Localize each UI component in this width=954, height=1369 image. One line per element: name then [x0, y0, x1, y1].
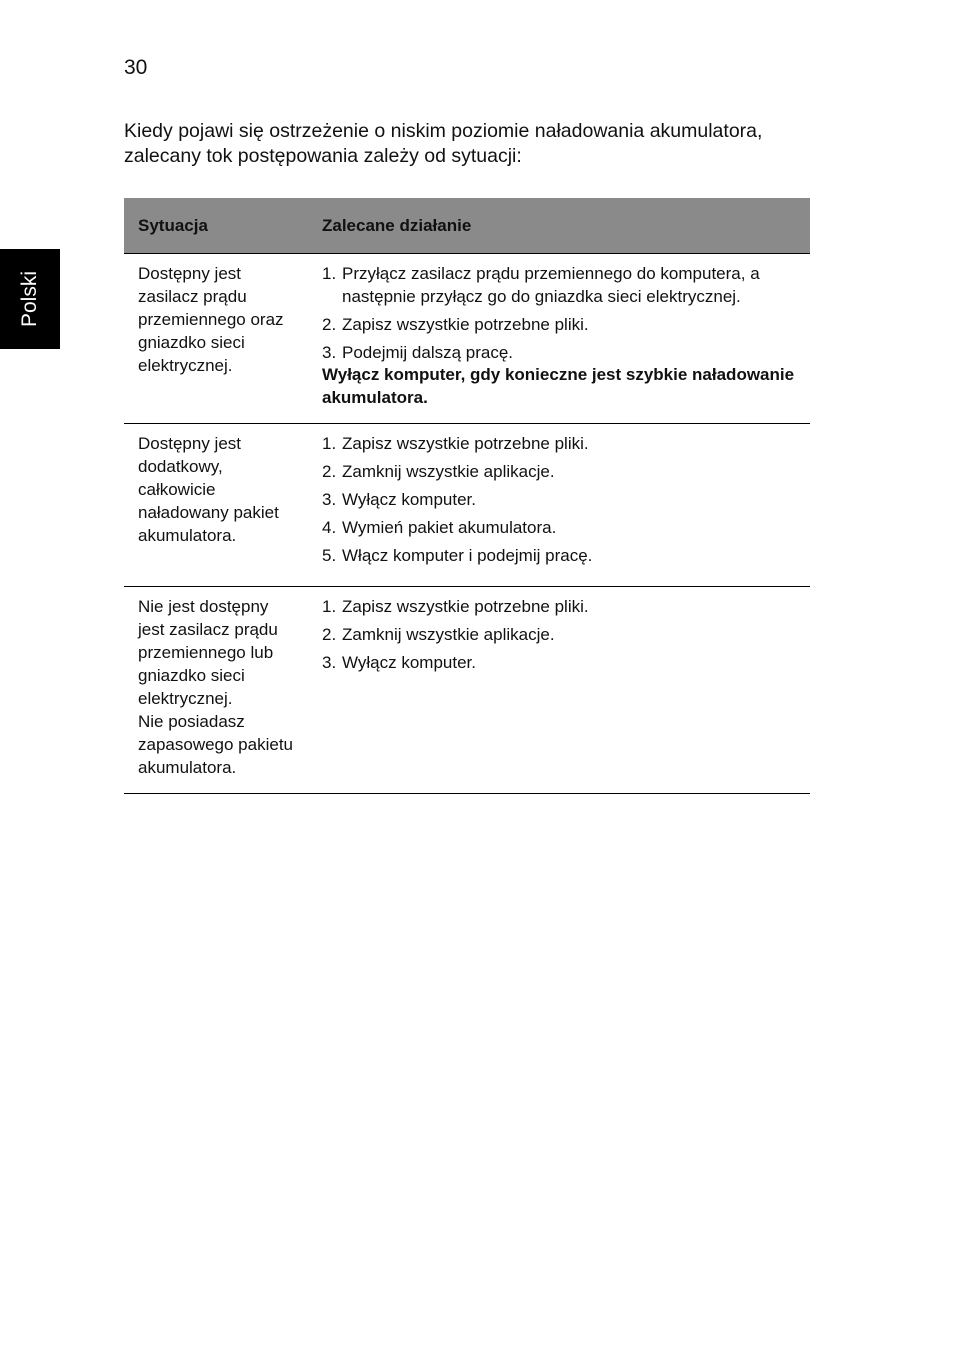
- table-row: [124, 587, 810, 794]
- action-cell: [312, 254, 810, 424]
- step-item: 4. Wymień pakiet akumulatora.: [322, 518, 557, 537]
- language-tab-label: Polski: [18, 270, 41, 328]
- step-item: 3. Wyłącz komputer.: [322, 653, 476, 672]
- step-item: 1. Zapisz wszystkie potrzebne pliki.: [322, 597, 589, 616]
- page-number: 30: [124, 56, 148, 79]
- action-cell: [312, 424, 810, 587]
- steps-list: [322, 595, 800, 674]
- step-item: 2. Zamknij wszystkie aplikacje.: [322, 625, 555, 644]
- steps-list: [322, 432, 800, 567]
- situation-text-extra: Nie posiadasz zapasowego pakietu akumulatora.: [138, 712, 294, 777]
- intro-paragraph: [124, 119, 824, 169]
- header-recommended-action: Zalecane działanie: [312, 198, 810, 254]
- low-battery-actions-table: [124, 198, 810, 794]
- table-header-row: [124, 198, 810, 254]
- steps-list: [322, 262, 800, 364]
- situation-cell: [124, 254, 312, 424]
- step-item: 5. Włącz komputer i podejmij pracę.: [322, 546, 593, 565]
- situation-text: Dostępny jest zasilacz prądu przemiennego oraz gniazdko sieci elektrycznej.: [138, 264, 284, 375]
- situation-cell: [124, 587, 312, 794]
- step-item: 1. Przyłącz zasilacz prądu przemiennego do komputera, a następnie przyłącz go do gniazdka sieci elektrycznej.: [322, 264, 760, 306]
- intro-line-2: zalecany tok postępowania zależy od sytuacji:: [124, 145, 522, 167]
- action-cell: [312, 587, 810, 794]
- header-situation: Sytuacja: [124, 198, 312, 254]
- step-item: 2. Zamknij wszystkie aplikacje.: [322, 462, 555, 481]
- language-side-tab: [0, 249, 60, 349]
- intro-line-1: Kiedy pojawi się ostrzeżenie o niskim poziomie naładowania akumulatora,: [124, 120, 763, 142]
- step-item: 1. Zapisz wszystkie potrzebne pliki.: [322, 434, 589, 453]
- step-item: 3. Wyłącz komputer.: [322, 490, 476, 509]
- table-row: [124, 254, 810, 424]
- situation-text: Dostępny jest dodatkowy, całkowicie naładowany pakiet akumulatora.: [138, 434, 279, 545]
- situation-text: Nie jest dostępny jest zasilacz prądu przemiennego lub gniazdko sieci elektrycznej.: [138, 597, 278, 708]
- table-row: [124, 424, 810, 587]
- situation-cell: [124, 424, 312, 587]
- step-item: 2. Zapisz wszystkie potrzebne pliki.: [322, 315, 589, 334]
- quick-charge-note: Wyłącz komputer, gdy konieczne jest szybkie naładowanie akumulatora.: [322, 365, 795, 407]
- step-item: 3. Podejmij dalszą pracę.: [322, 343, 514, 362]
